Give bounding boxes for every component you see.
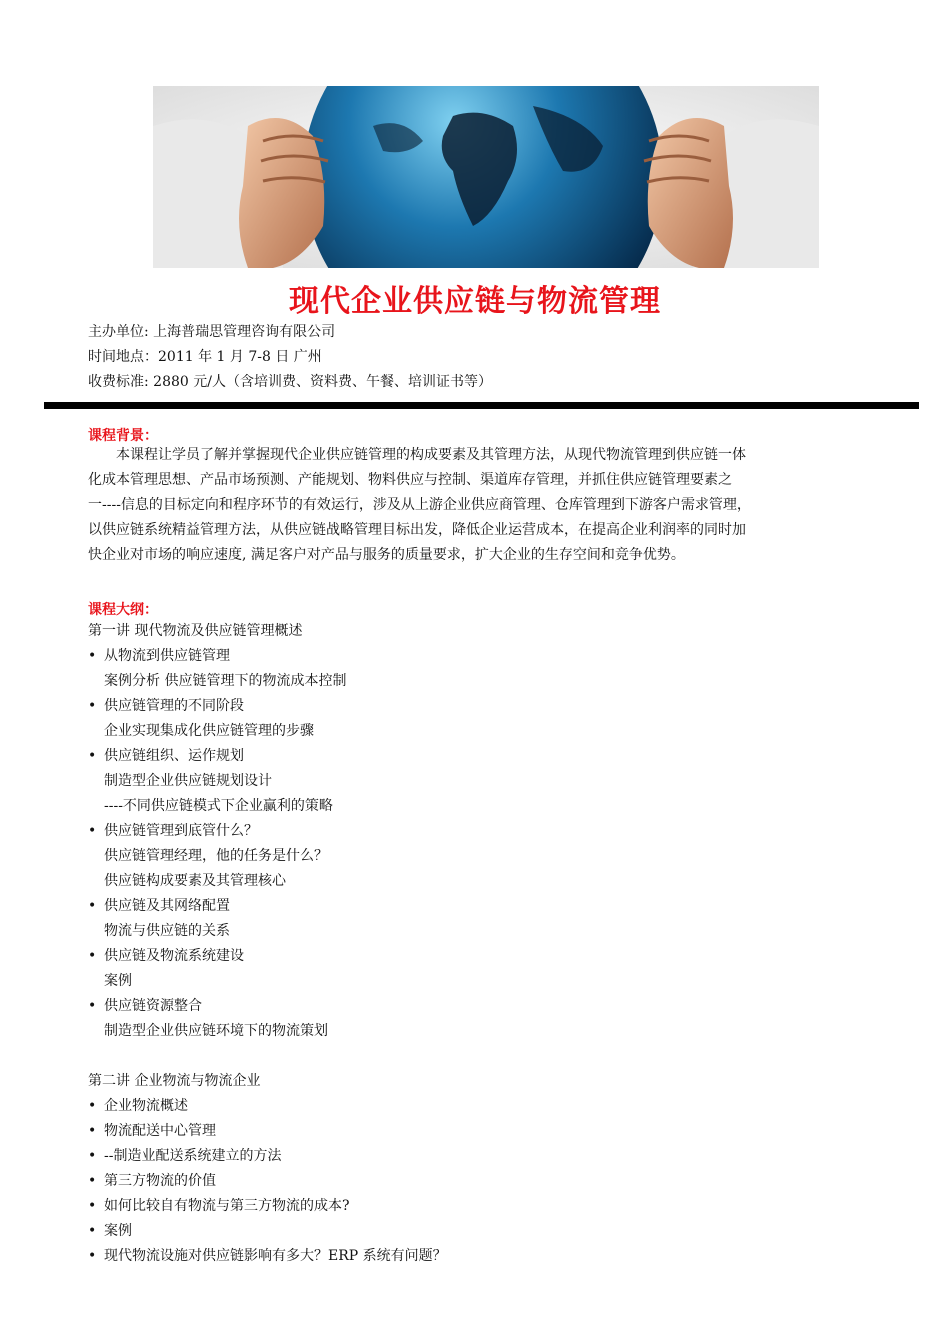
paragraph-line: 快企业对市场的响应速度, 满足客户对产品与服务的质量要求，扩大企业的生存空间和竞争优势。 <box>88 547 685 563</box>
outline-item-text: 供应链及其网络配置 <box>104 898 230 914</box>
outline-sub-item <box>88 969 132 994</box>
bullet-marker: • <box>88 998 97 1014</box>
outline-sub-item <box>88 769 272 794</box>
bullet-marker: • <box>88 1223 97 1239</box>
time-place: 时间地点：2011 年 1 月 7-8 日 广州 <box>88 349 322 365</box>
outline-bullet-item <box>88 1119 216 1144</box>
bullet-marker: • <box>88 1173 97 1189</box>
outline-bullet-item <box>88 644 230 669</box>
outline-item-text: 供应链管理经理，他的任务是什么？ <box>104 848 328 864</box>
outline-sub-item <box>88 794 333 819</box>
outline-item-text: 案例 <box>104 973 132 989</box>
outline-item-text: 制造型企业供应链环境下的物流策划 <box>104 1023 328 1039</box>
outline-bullet-item <box>88 1169 216 1194</box>
outline-item-text: 供应链管理的不同阶段 <box>104 698 244 714</box>
lecture-2-title: 第二讲 企业物流与物流企业 <box>88 1073 261 1089</box>
outline-item-text: 供应链资源整合 <box>104 998 202 1014</box>
background-heading: 课程背景： <box>88 428 158 444</box>
bullet-marker: • <box>88 1198 97 1214</box>
background-paragraph <box>88 443 888 568</box>
bullet-marker: • <box>88 748 97 764</box>
outline-bullet-item <box>88 1144 281 1169</box>
outline-item-text: 供应链组织、运作规划 <box>104 748 244 764</box>
fee: 收费标准: 2880 元/人（含培训费、资料费、午餐、培训证书等） <box>88 374 492 390</box>
outline-bullet-item <box>88 744 244 769</box>
lecture-1-title: 第一讲 现代物流及供应链管理概述 <box>88 623 303 639</box>
bullet-marker: • <box>88 648 97 664</box>
outline-item-text: 从物流到供应链管理 <box>104 648 230 664</box>
outline-sub-item <box>88 919 230 944</box>
outline-item-text: 供应链及物流系统建设 <box>104 948 244 964</box>
outline-sub-item <box>88 719 314 744</box>
outline-item-text: 案例分析 供应链管理下的物流成本控制 <box>104 673 347 689</box>
bullet-marker: • <box>88 1098 97 1114</box>
outline-item-text: 案例 <box>104 1223 132 1239</box>
outline-item-text: 企业实现集成化供应链管理的步骤 <box>104 723 314 739</box>
outline-item-text: ----不同供应链模式下企业赢利的策略 <box>104 798 333 814</box>
paragraph-line: 以供应链系统精益管理方法，从供应链战略管理目标出发，降低企业运营成本，在提高企业利润率的同时加 <box>88 522 746 538</box>
organizer: 主办单位: 上海普瑞思管理咨询有限公司 <box>88 324 336 340</box>
outline-item-text: 物流与供应链的关系 <box>104 923 230 939</box>
banner-image <box>153 86 819 268</box>
divider <box>44 402 919 409</box>
outline-item-text: 第三方物流的价值 <box>104 1173 216 1189</box>
outline-bullet-item <box>88 994 202 1019</box>
bullet-marker: • <box>88 698 97 714</box>
outline-item-text: 现代物流设施对供应链影响有多大？ERP 系统有问题？ <box>104 1248 447 1264</box>
outline-sub-item <box>88 844 328 869</box>
outline-item-text: --制造业配送系统建立的方法 <box>104 1148 282 1164</box>
bullet-marker: • <box>88 823 97 839</box>
outline-sub-item <box>88 869 286 894</box>
bullet-marker: • <box>88 1123 97 1139</box>
outline-bullet-item <box>88 1244 447 1269</box>
outline-bullet-item <box>88 694 244 719</box>
bullet-marker: • <box>88 1248 97 1264</box>
outline-bullet-item <box>88 944 244 969</box>
outline-item-text: 供应链管理到底管什么？ <box>104 823 258 839</box>
bullet-marker: • <box>88 948 97 964</box>
bullet-marker: • <box>88 1148 97 1164</box>
outline-bullet-item <box>88 1194 350 1219</box>
outline-bullet-item <box>88 1094 188 1119</box>
outline-sub-item <box>88 1019 328 1044</box>
paragraph-line: 一----信息的目标定向和程序环节的有效运行，涉及从上游企业供应商管理、仓库管理到下游客户需求管理， <box>88 497 751 513</box>
globe-hands-illustration <box>153 86 819 268</box>
outline-bullet-item <box>88 894 230 919</box>
outline-item-text: 物流配送中心管理 <box>104 1123 216 1139</box>
bullet-marker: • <box>88 898 97 914</box>
outline-heading: 课程大纲： <box>88 602 158 618</box>
page-title: 现代企业供应链与物流管理 <box>289 284 661 319</box>
outline-item-text: 企业物流概述 <box>104 1098 188 1114</box>
paragraph-line: 本课程让学员了解并掌握现代企业供应链管理的构成要素及其管理方法，从现代物流管理到供应链一体 <box>116 447 746 463</box>
outline-bullet-item <box>88 1219 132 1244</box>
outline-item-text: 如何比较自有物流与第三方物流的成本? <box>104 1198 350 1214</box>
outline-bullet-item <box>88 819 258 844</box>
outline-item-text: 供应链构成要素及其管理核心 <box>104 873 286 889</box>
paragraph-line: 化成本管理思想、产品市场预测、产能规划、物料供应与控制、渠道库存管理，并抓住供应链管理要素之 <box>88 472 732 488</box>
outline-item-text: 制造型企业供应链规划设计 <box>104 773 272 789</box>
outline-sub-item <box>88 669 346 694</box>
